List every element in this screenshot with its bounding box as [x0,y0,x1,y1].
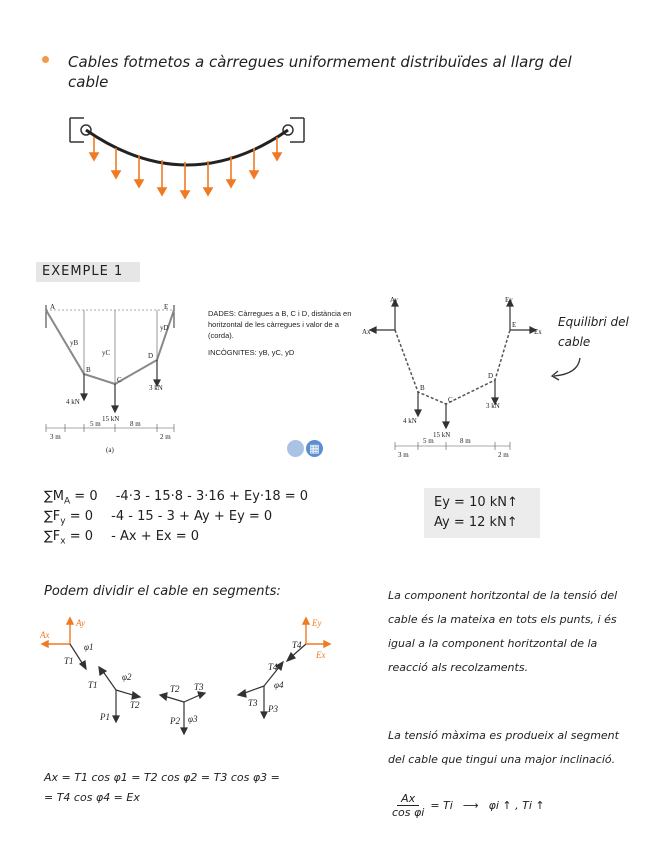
equilibrium-note: Equilibri del cable [558,315,629,349]
load-D-label: 3 kN [486,402,500,410]
cable-distributed-load-diagram [64,110,314,205]
label-E: E [512,321,517,329]
label-C: C [117,376,122,384]
grid-icon[interactable]: ▦ [306,440,323,457]
load-D-label: 3 kN [149,384,163,392]
data-description [208,308,354,364]
max-tension-formula [392,792,545,819]
label-Ey: Ey [505,296,513,304]
fraction-rhs: = Ti [430,799,453,812]
fraction [392,792,424,819]
label-B: B [420,384,425,392]
paragraph-max-tension: La tensió màxima es produeix al segment del cable que tingui una major inclinació. [388,729,619,766]
label-E: E [164,303,169,311]
label-yC: yC [102,349,111,357]
label-phi3: φ3 [188,714,198,724]
label-P2: P2 [170,716,180,726]
label-T1: T1 [64,656,74,666]
label-Ay: Ay [76,618,85,628]
tension-equation [44,768,280,808]
label-T2b: T2 [170,684,180,694]
label-B: B [86,366,91,374]
label-T3: T3 [194,682,204,692]
results-box [424,488,540,538]
tension-eq-line2: = T4 cos φ4 = Ex [44,791,140,804]
label-T4: T4 [268,662,278,672]
load-B-label: 4 kN [66,398,80,406]
view-toggle-icon[interactable] [287,440,304,457]
label-Ax: Ax [362,328,371,336]
example-label: EXEMPLE 1 [36,262,140,282]
equation-fx: $\sum F_x = 0 - Ax + Ex = 0$ [44,529,200,547]
label-T2: T2 [130,700,140,710]
label-T4b: T4 [292,640,302,650]
paragraph-horizontal-component: La component horitzontal de la tensió del cable és la mateixa en tots els punts, i és igual a la component horitzontal de la reacció als recolzaments. [388,589,618,674]
figure-caption: (a) [106,446,114,454]
dades-text: DADES: Càrregues a B, C i D, distància en horitzontal de les càrregues i valor de a (corda). [208,309,352,340]
example-figure-a [40,300,180,460]
label-yD: yD [160,324,169,332]
arrow-rhs: φi ↑ , Ti ↑ [488,799,545,812]
incognites-text: INCÒGNITES: yB, yC, yD [208,348,295,357]
bullet-dot [42,56,49,63]
dim-3: 8 m [460,437,471,445]
load-arrows [90,137,281,198]
fraction-numerator: Ax [397,792,419,806]
dim-4: 2 m [160,433,171,441]
curved-arrow-icon [548,354,588,384]
load-C-label: 15 kN [102,415,120,423]
label-Ax: Ax [40,630,50,640]
section-title: Cables fotmetos a càrregues uniformement distribuïdes al llarg del cable [68,53,572,91]
example-figure-b [360,296,550,461]
load-C-label: 15 kN [433,431,451,439]
label-P1: P1 [100,712,110,722]
label-phi1: φ1 [84,642,94,652]
equation-moment: $\sum M_A = 0$ -4·3 - 15·8 - 3·16 + Ey·18 = 0 [44,489,309,507]
load-B-label: 4 kN [403,417,417,425]
dim-1: 3 m [398,451,409,459]
label-P3: P3 [268,704,278,714]
label-T3b: T3 [248,698,258,708]
fraction-denominator: cos φi [392,806,425,819]
dim-2: 5 m [90,420,101,428]
equation-fy: $\sum F_y = 0$ -4 - 15 - 3 + Ay + Ey = 0 [44,509,273,527]
label-Ay: Ay [390,296,398,304]
label-Ex: Ex [316,650,326,660]
long-arrow-icon: ⟶ [462,799,479,812]
result-ay: Ay = 12 kN↑ [434,515,518,530]
result-ey: Ey = 10 kN↑ [434,495,518,510]
segments-diagram [36,608,336,758]
label-D: D [148,352,154,360]
label-C: C [448,396,453,404]
dim-3: 8 m [130,420,141,428]
segments-heading: Podem dividir el cable en segments: [44,584,281,599]
label-T1b: T1 [88,680,98,690]
label-phi2: φ2 [122,672,132,682]
label-phi4: φ4 [274,680,284,690]
dim-4: 2 m [498,451,509,459]
label-yB: yB [70,339,79,347]
dim-1: 3 m [50,433,61,441]
tension-eq-line1: Ax = T1 cos φ1 = T2 cos φ2 = T3 cos φ3 = [44,771,280,784]
label-D: D [488,372,494,380]
label-Ex: Ex [534,328,542,336]
label-A: A [50,303,56,311]
dim-2: 5 m [423,437,434,445]
label-Ey: Ey [312,618,322,628]
